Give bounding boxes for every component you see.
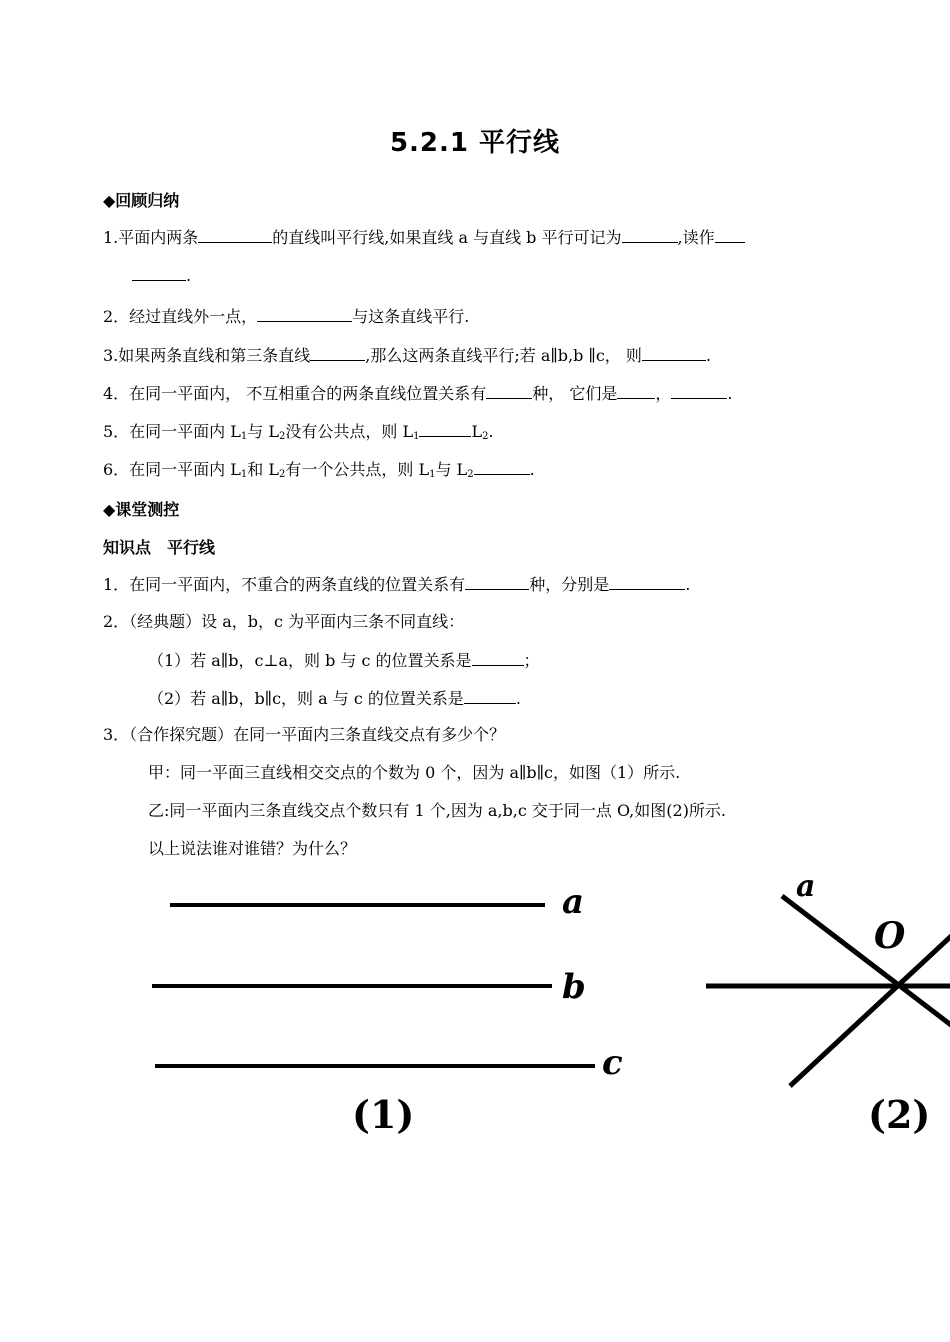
- answer-blank[interactable]: [257, 305, 352, 322]
- answer-blank[interactable]: [198, 226, 272, 243]
- answer-blank[interactable]: [642, 344, 706, 361]
- fig2-caption: (2): [868, 1092, 931, 1137]
- answer-blank[interactable]: [419, 420, 471, 437]
- classroom-q3-question: 以上说法谁对谁错？为什么？: [148, 839, 357, 858]
- answer-blank[interactable]: [486, 382, 532, 399]
- review-q6: 6．在同一平面内 $L_1$和 $L_2$有一个公共点，则 $L_1$与 $L_2$ .: [103, 460, 535, 480]
- fig2-line-rising: [790, 900, 950, 1086]
- figure-svg: [0, 860, 950, 1160]
- answer-blank[interactable]: [474, 458, 530, 475]
- review-q4: 4．在同一平面内， 不互相重合的两条直线位置关系有 种， 它们是 ， .: [103, 384, 733, 403]
- fig2-line-a: [782, 896, 950, 1070]
- review-q2: 2．经过直线外一点， 与这条直线平行.: [103, 307, 470, 326]
- fig1-label-c: c: [602, 1043, 623, 1083]
- fig2-label-o: O: [874, 915, 906, 957]
- answer-blank[interactable]: [464, 687, 516, 704]
- answer-blank[interactable]: [465, 573, 529, 590]
- review-q1: 1.平面内两条 的直线叫平行线,如果直线 a 与直线 b 平行可记为 ,读作: [103, 226, 745, 249]
- answer-blank[interactable]: [622, 226, 678, 243]
- answer-blank[interactable]: [472, 649, 524, 666]
- classroom-q2-2: （2）若 a∥b，b∥c，则 a 与 c 的位置关系是 .: [148, 689, 521, 708]
- fig2-label-a: a: [796, 869, 816, 904]
- review-q5: 5．在同一平面内 $L_1$与 $L_2$没有公共点，则 $L_1$ $L_2$.: [103, 422, 494, 442]
- fig1-label-b: b: [562, 967, 586, 1007]
- classroom-q3-yi: 乙:同一平面内三条直线交点个数只有 1 个,因为 a,b,c 交于同一点 O,如图(2)所示.: [148, 801, 727, 820]
- answer-blank[interactable]: [609, 573, 685, 590]
- fig1-label-a: a: [562, 882, 585, 922]
- classroom-q3: 3．（合作探究题）在同一平面内三条直线交点有多少个？: [103, 725, 506, 744]
- section-classroom-heading: ◆课堂测控: [103, 500, 180, 519]
- figure-area: [0, 860, 950, 1160]
- classroom-q2-1: （1）若 a∥b，c⊥a，则 b 与 c 的位置关系是 ；: [148, 651, 540, 670]
- answer-blank[interactable]: [617, 382, 655, 399]
- answer-blank[interactable]: [671, 382, 727, 399]
- answer-blank[interactable]: [310, 344, 365, 361]
- answer-blank[interactable]: [715, 226, 745, 243]
- review-q1-cont: .: [132, 264, 191, 287]
- classroom-q3-jia: 甲：同一平面三直线相交交点的个数为 0 个，因为 a∥b∥c，如图（1）所示.: [148, 763, 681, 782]
- review-q3: 3.如果两条直线和第三条直线 ,那么这两条直线平行;若 a∥b,b ∥c， 则 .: [103, 346, 711, 365]
- page-title: 5.2.1 平行线: [389, 128, 561, 158]
- classroom-q2: 2．（经典题）设 a，b，c 为平面内三条不同直线：: [103, 612, 465, 631]
- answer-blank[interactable]: [132, 264, 186, 281]
- knowledge-point-heading: 知识点 平行线: [103, 538, 216, 557]
- classroom-q1: 1．在同一平面内，不重合的两条直线的位置关系有 种，分别是 .: [103, 575, 691, 594]
- fig1-caption: (1): [352, 1092, 415, 1137]
- section-review-heading: ◆回顾归纳: [103, 191, 180, 210]
